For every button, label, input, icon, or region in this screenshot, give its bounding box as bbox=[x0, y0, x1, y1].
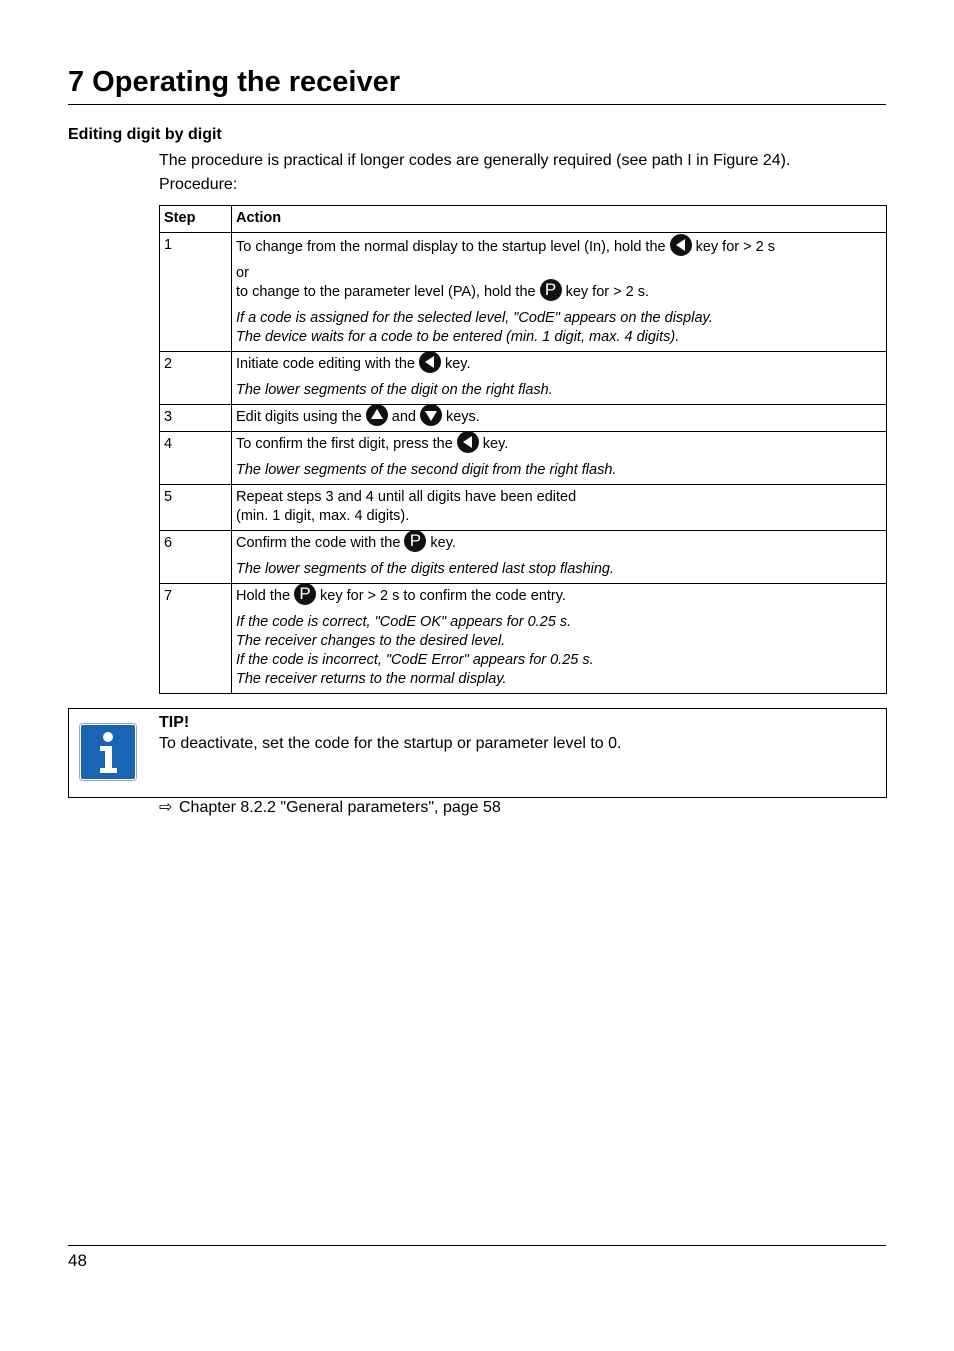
action-text: key. bbox=[430, 535, 456, 551]
table-header-row bbox=[160, 206, 887, 233]
table-row bbox=[160, 485, 887, 531]
table-row bbox=[160, 352, 887, 405]
action-note: The lower segments of the second digit from the right flash. bbox=[236, 462, 617, 478]
action-note: If the code is incorrect, "CodE Error" appears for 0.25 s. bbox=[236, 652, 594, 668]
action-text: key. bbox=[482, 436, 509, 452]
table-row bbox=[160, 233, 887, 352]
action-note: The lower segments of the digit on the right flash. bbox=[236, 382, 553, 398]
page-title: 7 Operating the receiver bbox=[68, 66, 401, 98]
action-text: to change to the parameter level (PA), hold the bbox=[236, 284, 536, 300]
step-number: 1 bbox=[160, 233, 232, 352]
step-action bbox=[232, 432, 887, 485]
header-action: Action bbox=[232, 206, 887, 233]
action-note: The receiver returns to the normal display. bbox=[236, 671, 507, 687]
action-text: Repeat steps 3 and 4 until all digits have been edited bbox=[236, 489, 577, 505]
intro-procedure-label: Procedure: bbox=[159, 176, 238, 193]
step-action bbox=[232, 485, 887, 531]
info-icon bbox=[79, 723, 137, 781]
step-action bbox=[232, 233, 887, 352]
cross-reference-link[interactable]: Chapter 8.2.2 "General parameters", page 58 bbox=[179, 799, 501, 816]
action-text: Edit digits using the bbox=[236, 409, 362, 425]
table-row bbox=[160, 531, 887, 584]
step-number: 2 bbox=[160, 352, 232, 405]
tip-box bbox=[68, 708, 887, 798]
title-divider bbox=[68, 104, 886, 105]
p-key-icon: P bbox=[294, 583, 316, 605]
step-number: 6 bbox=[160, 531, 232, 584]
page-number: 48 bbox=[68, 1251, 87, 1270]
action-text: Initiate code editing with the bbox=[236, 356, 415, 372]
action-text: Hold the bbox=[236, 588, 291, 604]
action-text: To change from the normal display to the startup level (In), hold the bbox=[236, 239, 666, 255]
action-text: keys. bbox=[445, 409, 480, 425]
tip-text: To deactivate, set the code for the startup or parameter level to 0. bbox=[159, 735, 622, 752]
action-note: The receiver changes to the desired level. bbox=[236, 633, 506, 649]
action-text: Confirm the code with the bbox=[236, 535, 401, 551]
step-number: 3 bbox=[160, 405, 232, 432]
action-note: The device waits for a code to be entered (min. 1 digit, max. 4 digits). bbox=[236, 329, 680, 345]
procedure-table bbox=[159, 205, 887, 694]
intro-line: The procedure is practical if longer codes are generally required (see path I in Figure 24). bbox=[159, 152, 791, 169]
step-action bbox=[232, 405, 887, 432]
action-text: key for > 2 s to confirm the code entry. bbox=[320, 588, 566, 604]
footer-divider bbox=[68, 1245, 886, 1246]
action-text: key. bbox=[444, 356, 471, 372]
action-note: The lower segments of the digits entered last stop flashing. bbox=[236, 561, 615, 577]
tip-title: TIP! bbox=[159, 714, 190, 731]
table-row bbox=[160, 432, 887, 485]
action-or: or bbox=[236, 265, 249, 281]
header-step: Step bbox=[160, 206, 232, 233]
action-text: key for > 2 s. bbox=[565, 284, 649, 300]
table-row bbox=[160, 584, 887, 694]
arrow-right-icon: ⇨ bbox=[159, 799, 173, 816]
p-key-icon: P bbox=[540, 279, 562, 301]
intro-text bbox=[159, 149, 790, 197]
down-arrow-key-icon bbox=[420, 404, 442, 426]
step-number: 4 bbox=[160, 432, 232, 485]
section-heading: Editing digit by digit bbox=[68, 126, 222, 143]
step-action bbox=[232, 531, 887, 584]
left-arrow-key-icon bbox=[670, 234, 692, 256]
step-number: 7 bbox=[160, 584, 232, 694]
p-key-icon: P bbox=[404, 530, 426, 552]
cross-reference[interactable] bbox=[159, 797, 501, 817]
action-text: To confirm the first digit, press the bbox=[236, 436, 453, 452]
action-text: key for > 2 s bbox=[695, 239, 775, 255]
up-arrow-key-icon bbox=[366, 404, 388, 426]
action-text: (min. 1 digit, max. 4 digits). bbox=[236, 508, 410, 524]
step-action bbox=[232, 352, 887, 405]
action-note: If a code is assigned for the selected level, "CodE" appears on the display. bbox=[236, 310, 713, 326]
left-arrow-key-icon bbox=[457, 431, 479, 453]
table-row bbox=[160, 405, 887, 432]
action-note: If the code is correct, "CodE OK" appears for 0.25 s. bbox=[236, 614, 572, 630]
step-action bbox=[232, 584, 887, 694]
action-text: and bbox=[391, 409, 416, 425]
step-number: 5 bbox=[160, 485, 232, 531]
left-arrow-key-icon bbox=[419, 351, 441, 373]
